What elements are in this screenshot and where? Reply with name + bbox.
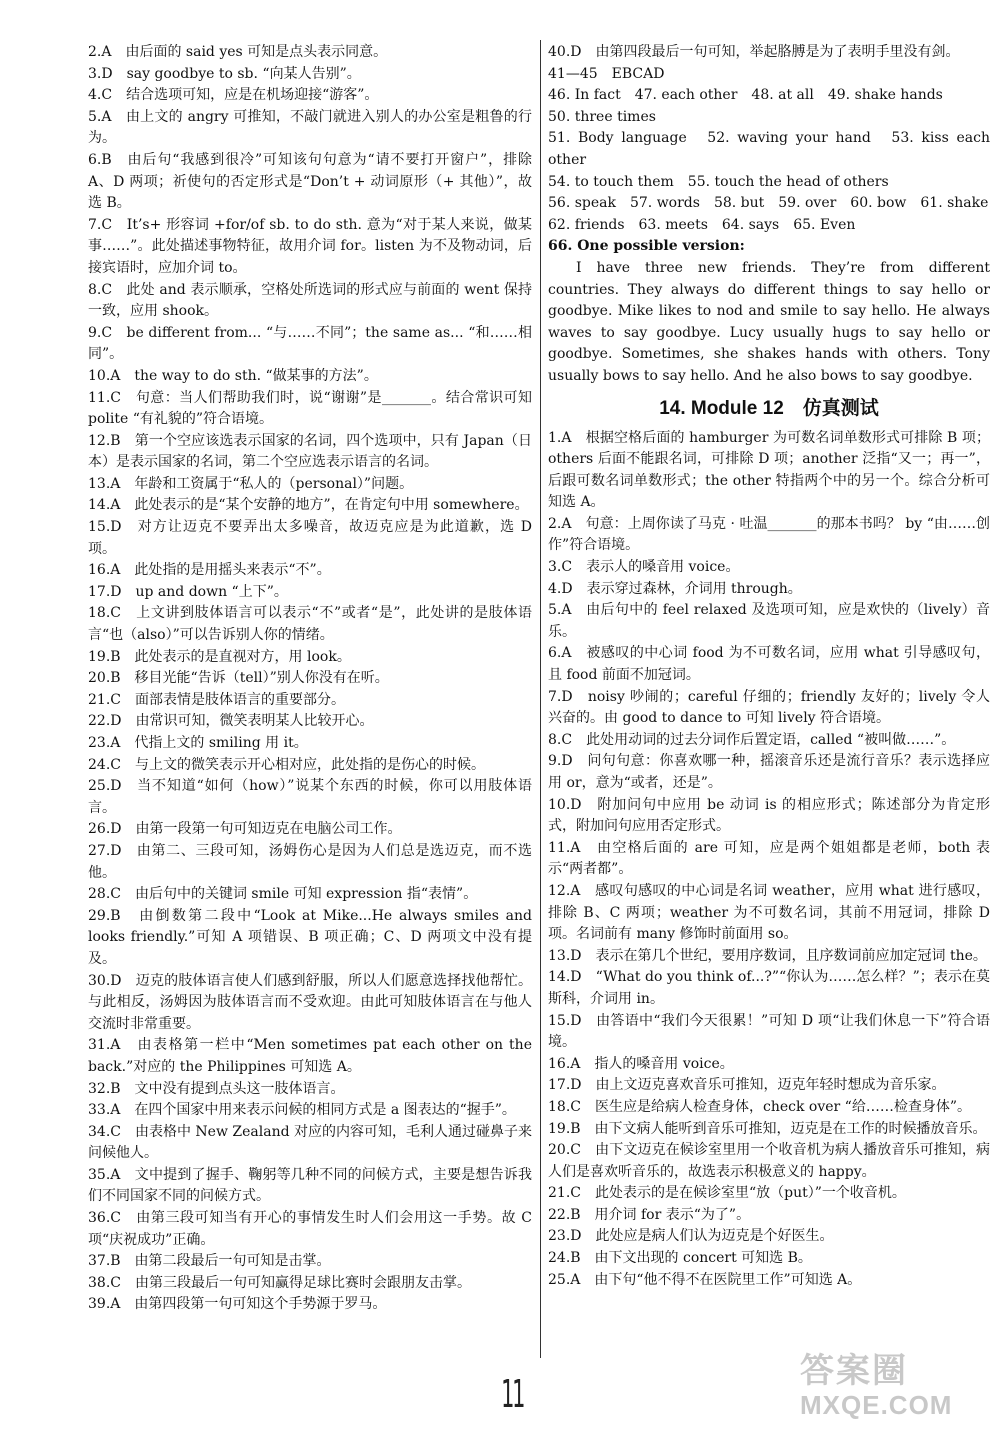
answer-item: 16.A 此处指的是用摇头来表示“不”。: [88, 562, 331, 579]
answer-item: 8.C 此处用动词的过去分词作后置定语，called “被叫做……”。: [548, 731, 956, 748]
answer-item: 34.C 由表格中 New Zealand 对应的内容可知，毛利人通过碰鼻子来问候他人。: [88, 1123, 533, 1162]
answer-item: 40.D 由第四段最后一句可知，举起胳膊是为了表明手里没有剑。: [548, 44, 960, 60]
answer-item: 11.C 句意：当人们帮助我们时，说“谢谢”是_______。结合常识可知 polite “有礼貌的”符合语境。: [88, 389, 532, 428]
answer-item: 2.A 由后面的 said yes 可知是点头表示同意。: [88, 44, 388, 60]
column-divider: [540, 40, 541, 1358]
answer-item: 7.C It’s+ 形容词 +for/of sb. to do sth. 意为“对于某人来说，做某事……”。此处描述事物特征，故用介词 for。listen 为不及物动词，后接宾语时，应加介词 to。: [88, 216, 532, 276]
answer-item: 17.D 由上文迈克喜欢音乐可推知，迈克年轻时想成为音乐家。: [548, 1077, 946, 1094]
answer-item: 24.C 与上文的微笑表示开心相对应，此处指的是伤心的时候。: [88, 756, 485, 773]
answer-item: 30.D 迈克的肢体语言使人们感到舒服，所以人们愿意选择找他帮忙。与此相反，汤姆因为肢体语言而不受欢迎。由此可知肢体语言在与他人交流时非常重要。: [88, 972, 532, 1032]
answer-item: 10.A the way to do sth. “做某事的方法”。: [88, 367, 378, 384]
answer-item: 31.A 由表格第一栏中“Men sometimes pat each other on the back.”对应的 the Philippines 可知选 A。: [88, 1037, 532, 1075]
essay-heading: 66. One possible version:: [548, 238, 745, 255]
answer-item: 22.D 由常识可知，微笑表明某人比较开心。: [88, 713, 374, 730]
answer-item: 4.C 结合选项可知，应是在机场迎接“游客”。: [88, 87, 379, 104]
answer-item: 23.D 此处应是病人们认为迈克是个好医生。: [548, 1228, 834, 1245]
answer-item: 15.D 由答语中“我们今天很累！”可知 D 项“让我们休息一下”符合语境。: [548, 1012, 990, 1051]
answer-item: 25.D 当不知道“如何（how）”说某个东西的时候，你可以用肢体语言。: [88, 778, 532, 816]
section-title: 14. Module 12 仿真测试: [659, 397, 879, 419]
answer-item: 12.B 第一个空应该选表示国家的名词，四个选项中，只有 Japan（日本）是表示国家的名词，第二个空应选表示语言的名词。: [88, 432, 532, 471]
answer-item: 5.A 由后句中的 feel relaxed 及选项可知，应是欢快的（lively）音乐。: [548, 602, 990, 640]
answer-item: 11.A 由空格后面的 are 可知，应是两个姐姐都是老师，both 表示“两者都”。: [548, 839, 990, 878]
page-number: 11: [501, 1372, 524, 1416]
answer-item: 3.C 表示人的嗓音用 voice。: [548, 559, 740, 576]
answer-item: 46. In fact 47. each other 48. at all 49. shake hands: [548, 87, 943, 104]
answer-item: 9.C be different from... “与……不同”；the same as... “和……相同”。: [88, 324, 532, 363]
answer-item: 2.A 句意：上周你读了马克 · 吐温_______的那本书吗？ by “由……创作”符合语境。: [548, 515, 990, 554]
answer-item: 21.C 面部表情是肢体语言的重要部分。: [88, 691, 345, 708]
answer-item: 18.C 上文讲到肢体语言可以表示“不”或者“是”，此处讲的是肢体语言“也（also）”可以告诉别人你的情绪。: [88, 605, 532, 644]
answer-item: 12.A 感叹句感叹的中心词是名词 weather，应用 what 进行感叹，排除 B、C 两项；weather 为不可数名词，其前不用冠词，排除 D 项。名词前有 many 修饰时前面用 so。: [548, 882, 990, 943]
answer-item: 54. to touch them 55. touch the head of others: [548, 173, 889, 190]
answer-item: 6.A 被感叹的中心词 food 为不可数名词，应用 what 引导感叹句，且 food 前面不加冠词。: [548, 645, 990, 684]
answer-item: 19.B 由下文病人能听到音乐可推知，迈克是在工作的时候播放音乐。: [548, 1120, 987, 1137]
answer-item: 36.C 由第三段可知当有开心的事情发生时人们会用这一手势。故 C 项“庆祝成功”正确。: [88, 1210, 532, 1248]
answer-item: 15.D 对方让迈克不要弄出太多噪音，故迈克应是为此道歉，选 D 项。: [88, 519, 532, 557]
answer-item: 38.C 由第三段最后一句可知赢得足球比赛时会跟朋友击掌。: [88, 1274, 471, 1291]
watermark-url: MXQE.COM: [800, 1390, 953, 1420]
right-column-answers: [548, 42, 990, 236]
module12-answers: [548, 428, 990, 1292]
answer-item: 4.D 表示穿过森林，介词用 through。: [548, 580, 802, 597]
answer-item: 14.D “What do you think of...?”“你认为……怎么样？”；表示在莫斯科，介词用 in。: [548, 969, 990, 1007]
answer-item: 16.A 指人的嗓音用 voice。: [548, 1055, 734, 1072]
answer-item: 51. Body language 52. waving your hand 53. kiss each other: [548, 130, 990, 168]
answer-item: 13.D 表示在第几个世纪，要用序数词，且序数词前应加定冠词 the。: [548, 947, 987, 964]
answer-item: 9.D 问句句意：你喜欢哪一种，摇滚音乐还是流行音乐？表示选择应用 or，意为“或者，还是”。: [548, 753, 990, 791]
answer-item: 62. friends 63. meets 64. says 65. Even: [548, 216, 856, 233]
answer-item: 35.A 文中提到了握手、鞠躬等几种不同的问候方式，主要是想告诉我们不同国家不同的问候方式。: [88, 1166, 532, 1205]
watermark-logo-text: 答案圈: [800, 1352, 908, 1390]
answer-item: 14.A 此处表示的是“某个安静的地方”，在肯定句中用 somewhere。: [88, 497, 529, 514]
answer-item: 1.A 根据空格后面的 hamburger 为可数名词单数形式可排除 B 项；others 后面不能跟名词，可排除 D 项；another 泛指“又一；再一”，后跟可数名词单数形式；the other 特指两个中的另一个。综合分析可知选 A。: [548, 429, 990, 511]
answer-item: 25.A 由下句“他不得不在医院里工作”可知选 A。: [548, 1271, 862, 1288]
answer-item: 23.A 代指上文的 smiling 用 it。: [88, 735, 308, 751]
answer-item: 29.B 由倒数第二段中“Look at Mike...He always smiles and looks friendly.”可知 A 项错误、B 项正确；C、D 两项文中没有提及。: [88, 907, 532, 967]
answer-item: 28.C 由后句中的关键词 smile 可知 expression 指“表情”。: [88, 886, 478, 903]
answer-item: 13.A 年龄和工资属于“私人的（personal）”问题。: [88, 475, 414, 492]
left-column: [88, 42, 532, 1316]
answer-item: 19.B 此处表示的是直视对方，用 look。: [88, 648, 351, 665]
answer-item: 50. three times: [548, 108, 656, 125]
answer-item: 20.B 移目光能“告诉（tell）”别人你没有在听。: [88, 670, 389, 687]
answer-item: 37.B 由第二段最后一句可知是击掌。: [88, 1253, 331, 1270]
answer-item: 6.B 由后句“我感到很冷”可知该句句意为“请不要打开窗户”，排除 A、D 两项；祈使句的否定形式是“Don’t + 动词原形（+ 其他）”，故选 B。: [88, 151, 532, 212]
answer-item: 21.C 此处表示的是在候诊室里“放（put）”一个收音机。: [548, 1185, 906, 1202]
answer-item: 32.B 文中没有提到点头这一肢体语言。: [88, 1080, 345, 1097]
answer-item: 26.D 由第一段第一句可知迈克在电脑公司工作。: [88, 821, 402, 838]
right-column: [548, 42, 990, 1291]
answer-item: 18.C 医生应是给病人检查身体，check over “给……检查身体”。: [548, 1098, 971, 1115]
answer-item: 22.B 用介词 for 表示“为了”。: [548, 1206, 751, 1223]
watermark-logo: [800, 1352, 1000, 1430]
answer-item: 41—45 EBCAD: [548, 65, 665, 82]
answer-item: 17.D up and down “上下”。: [88, 583, 288, 600]
answer-item: 27.D 由第二、三段可知，汤姆伤心是因为人们总是选迈克，而不选他。: [88, 842, 532, 881]
answer-item: 3.D say goodbye to sb. “向某人告别”。: [88, 65, 361, 82]
answer-item: 39.A 由第四段第一句可知这个手势源于罗马。: [88, 1296, 387, 1313]
answer-item: 24.B 由下文出现的 concert 可知选 B。: [548, 1250, 812, 1267]
answer-item: 20.C 由下文迈克在候诊室里用一个收音机为病人播放音乐可推知，病人们是喜欢听音乐的，故选表示积极意义的 happy。: [548, 1142, 990, 1180]
answer-item: 8.C 此处 and 表示顺承，空格处所选词的形式应与前面的 went 保持一致，应用 shook。: [88, 281, 532, 320]
answer-item: 33.A 在四个国家中用来表示问候的相同方式是 a 图表达的“握手”。: [88, 1102, 516, 1119]
answer-item: 7.D noisy 吵闹的；careful 仔细的；friendly 友好的；lively 令人兴奋的。由 good to dance to 可知 lively 符合语境。: [548, 688, 990, 727]
answer-item: 10.D 附加问句中应用 be 动词 is 的相应形式；陈述部分为肯定形式，附加问句应用否定形式。: [548, 796, 990, 835]
answer-item: 5.A 由上文的 angry 可推知，不敲门就进入别人的办公室是粗鲁的行为。: [88, 108, 532, 147]
essay-text: I have three new friends. They’re from different countries. They always do different things to say hello or goodbye. Mike likes to nod and smile to say hello. He always waves to say goodbye. Lucy usually hugs to say hello or goodbye. Sometimes, she shakes hands with others. Tony usually bows to say hello. And he also bows to say goodbye.: [548, 259, 990, 384]
answer-item: 56. speak 57. words 58. but 59. over 60. bow 61. shake: [548, 195, 989, 212]
